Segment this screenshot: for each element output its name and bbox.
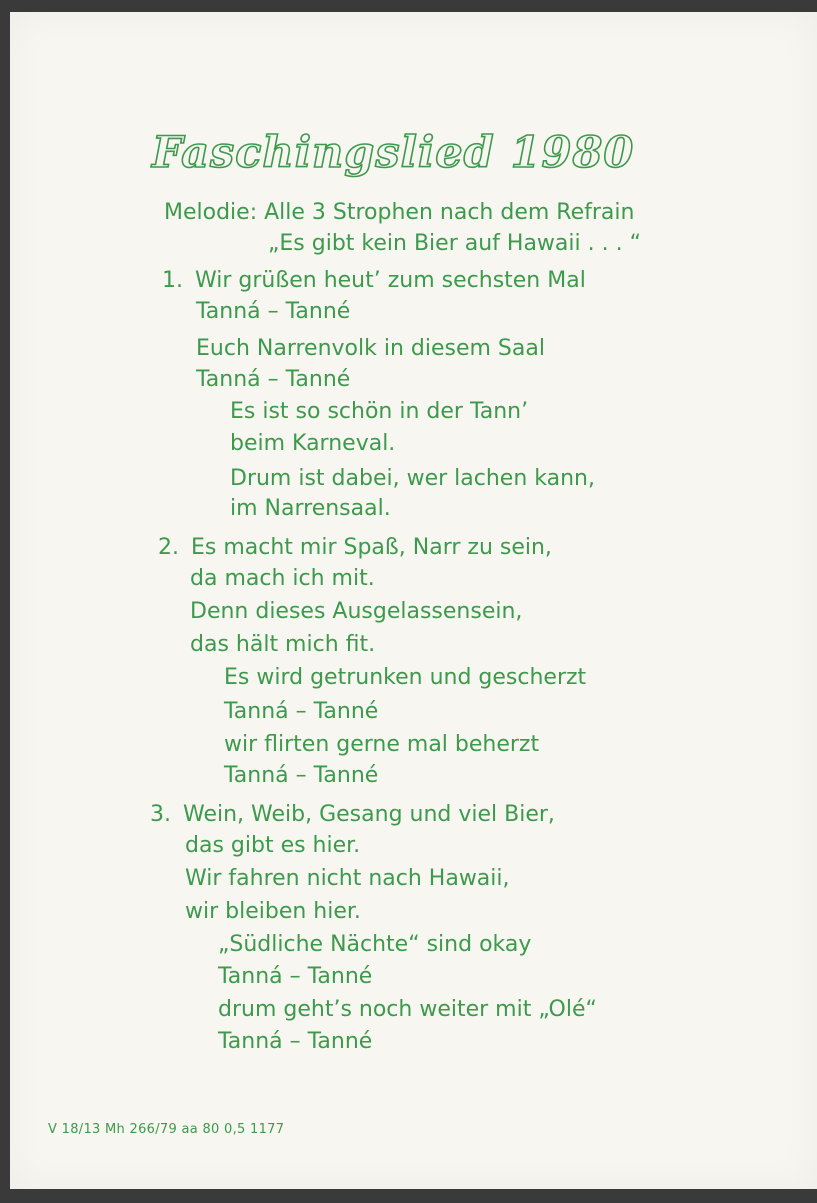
verse-1-line-7: Drum ist dabei, wer lachen kann, xyxy=(230,466,595,491)
melody-line-1: Melodie: Alle 3 Strophen nach dem Refrain xyxy=(164,200,635,225)
verse-1-line-1: 1. Wir grüßen heut’ zum sechsten Mal xyxy=(162,266,586,296)
verse-2-line-4: das hält mich fit. xyxy=(190,632,376,657)
song-title: Faschingslied 1980 xyxy=(152,128,635,178)
verse-2-line-7: wir flirten gerne mal beherzt xyxy=(224,732,540,757)
print-code-footer: V 18/13 Mh 266/79 aa 80 0,5 1177 xyxy=(48,1122,285,1137)
verse-2-line-1: 2. Es macht mir Spaß, Narr zu sein, xyxy=(158,533,552,563)
verse-2-line-8: Tanná – Tanné xyxy=(224,763,379,788)
verse-3-line-6: Tanná – Tanné xyxy=(218,964,373,989)
verse-3-line-8: Tanná – Tanné xyxy=(218,1029,373,1054)
verse-2-line-5: Es wird getrunken und gescherzt xyxy=(224,665,587,690)
verse-3-line-1: 3. Wein, Weib, Gesang und viel Bier, xyxy=(150,800,555,830)
verse-2-line-2: da mach ich mit. xyxy=(190,566,375,591)
verse-1-line-2: Tanná – Tanné xyxy=(196,299,351,324)
melody-line-2: „Es gibt kein Bier auf Hawaii . . . “ xyxy=(268,231,641,256)
verse-2-line-3: Denn dieses Ausgelassensein, xyxy=(190,599,523,624)
verse-1-line-4: Tanná – Tanné xyxy=(196,367,351,392)
verse-3-number: 3. xyxy=(150,802,171,827)
verse-3-line-7: drum geht’s noch weiter mit „Olé“ xyxy=(218,997,597,1022)
verse-3-line-3: Wir fahren nicht nach Hawaii, xyxy=(185,866,510,891)
verse-3-line-2: das gibt es hier. xyxy=(185,833,361,858)
verse-1-line-8: im Narrensaal. xyxy=(230,496,391,521)
verse-1-number: 1. xyxy=(162,268,183,293)
verse-2-line-6: Tanná – Tanné xyxy=(224,699,379,724)
verse-3-line-4: wir bleiben hier. xyxy=(185,899,361,924)
verse-3-line-5: „Südliche Nächte“ sind okay xyxy=(218,932,532,957)
verse-1-line-5: Es ist so schön in der Tann’ xyxy=(230,399,529,424)
verse-1-line-3: Euch Narrenvolk in diesem Saal xyxy=(196,336,545,361)
verse-2-number: 2. xyxy=(158,535,179,560)
verse-1-line-6: beim Karneval. xyxy=(230,431,396,456)
